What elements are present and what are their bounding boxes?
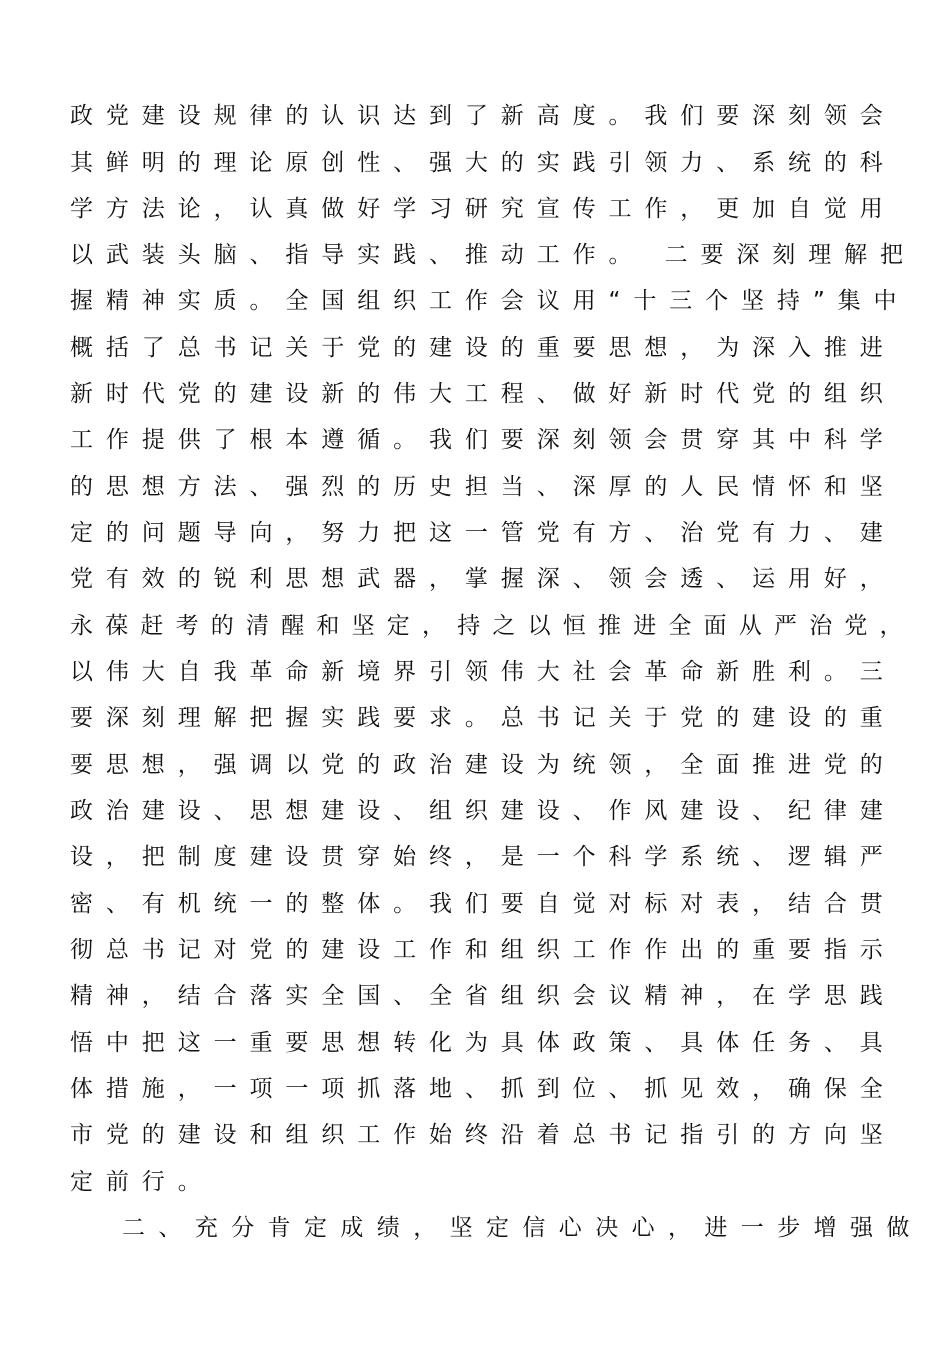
- text-line: 新时代党的建设新的伟大工程、做好新时代党的组织: [70, 381, 896, 407]
- text-line: 永葆赶考的清醒和坚定，持之以恒推进全面从严治党，: [70, 613, 915, 639]
- text-line: 学方法论，认真做好学习研究宣传工作，更加自觉用: [70, 196, 896, 222]
- text-line: 政治建设、思想建设、组织建设、作风建设、纪律建: [70, 798, 896, 824]
- text-line: 定前行。: [70, 1169, 214, 1195]
- text-line: 以武装头脑、指导实践、推动工作。 二要深刻理解把: [70, 242, 916, 268]
- text-line: 设，把制度建设贯穿始终，是一个科学系统、逻辑严: [70, 844, 896, 870]
- text-line: 政党建设规律的认识达到了新高度。我们要深刻领会: [70, 103, 896, 129]
- text-line: 精神，结合落实全国、全省组织会议精神，在学思践: [70, 983, 896, 1009]
- section-heading-line: 二、充分肯定成绩，坚定信心决心，进一步增强做: [122, 1215, 923, 1241]
- text-line: 密、有机统一的整体。我们要自觉对标对表，结合贯: [70, 891, 896, 917]
- text-line: 要深刻理解把握实践要求。总书记关于党的建设的重: [70, 705, 896, 731]
- text-line: 体措施，一项一项抓落地、抓到位、抓见效，确保全: [70, 1076, 896, 1102]
- text-line: 握精神实质。全国组织工作会议用“十三个坚持”集中: [70, 288, 910, 314]
- text-line: 其鲜明的理论原创性、强大的实践引领力、系统的科: [70, 150, 896, 176]
- text-line: 要思想，强调以党的政治建设为统领，全面推进党的: [70, 752, 896, 778]
- text-line: 工作提供了根本遵循。我们要深刻领会贯穿其中科学: [70, 427, 896, 453]
- text-line: 以伟大自我革命新境界引领伟大社会革命新胜利。三: [70, 659, 896, 685]
- text-line: 彻总书记对党的建设工作和组织工作作出的重要指示: [70, 937, 896, 963]
- text-line: 悟中把这一重要思想转化为具体政策、具体任务、具: [70, 1030, 896, 1056]
- text-line: 市党的建设和组织工作始终沿着总书记指引的方向坚: [70, 1122, 896, 1148]
- text-line: 党有效的锐利思想武器，掌握深、领会透、运用好，: [70, 566, 896, 592]
- text-line: 定的问题导向，努力把这一管党有方、治党有力、建: [70, 520, 896, 546]
- text-line: 概括了总书记关于党的建设的重要思想，为深入推进: [70, 335, 896, 361]
- text-line: 的思想方法、强烈的历史担当、深厚的人民情怀和坚: [70, 474, 896, 500]
